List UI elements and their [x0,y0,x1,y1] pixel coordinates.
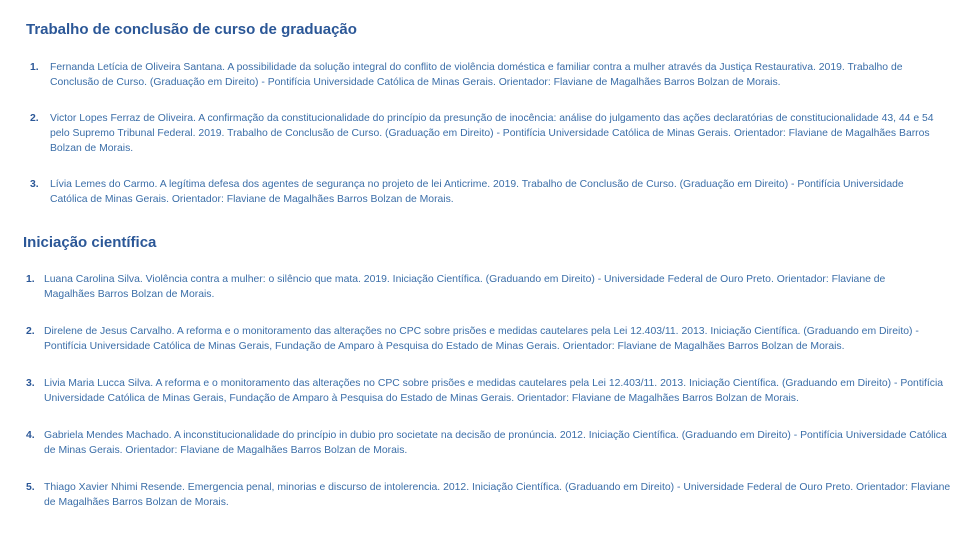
item-number: 5. [26,482,35,493]
item-text: Luana Carolina Silva. Violência contra a mulher: o silêncio que mata. 2019. Iniciação Científica. (Graduando em Direito) - Universidade Federal de Ouro Preto. Orientador: Flaviane de Magalhães Barros Bolzan de Morais. [44,274,886,300]
ic-item [26,480,951,510]
item-number: 2. [30,113,39,124]
item-text: Direlene de Jesus Carvalho. A reforma e o monitoramento das alterações no CPC sobre prisões e medidas cautelares pela Lei 12.403/11. 2013. Iniciação Científica. (Graduando em Direito) - Pontifícia Universidade Católica de Minas Gerais, Fundação de Amparo à Pesquisa do Estado de Minas Gerais. Orientador: Flaviane de Magalhães Barros Bolzan de Morais. [44,326,919,352]
ic-item [26,428,951,458]
tcc-item [30,177,940,207]
item-text: Livia Maria Lucca Silva. A reforma e o monitoramento das alterações no CPC sobre prisões e medidas cautelares pela Lei 12.403/11. 2013. Iniciação Científica. (Graduando em Direito) - Pontifícia Universidade Católica de Minas Gerais, Fundação de Amparo à Pesquisa do Estado de Minas Gerais. Orientador: Flaviane de Magalhães Barros Bolzan de Morais. [44,378,944,404]
item-text: Gabriela Mendes Machado. A inconstitucionalidade do princípio in dubio pro societate na decisão de pronúncia. 2012. Iniciação Científica. (Graduando em Direito) - Pontifícia Universidade Católica de Minas Gerais. Orientador: Flaviane de Magalhães Barros Bolzan de Morais. [44,430,947,456]
item-number: 4. [26,430,35,441]
item-text: Victor Lopes Ferraz de Oliveira. A confirmação da constitucionalidade do princípio da presunção de inocência: análise do julgamento das ações declaratórias de constitucionalidade 43, 44 e 54 pelo Supremo Tribunal Federal. 2019. Trabalho de Conclusão de Curso. (Graduação em Direito) - Pontifícia Universidade Católica de Minas Gerais. Orientador: Flaviane de Magalhães Barros Bolzan de Morais. [50,113,934,154]
item-number: 3. [30,179,39,190]
section-title-tcc: Trabalho de conclusão de curso de graduação [26,21,357,38]
item-text: Thiago Xavier Nhimi Resende. Emergencia penal, minorias e discurso de intolerencia. 2012. Iniciação Científica. (Graduando em Direito) - Universidade Federal de Ouro Preto. Orientador: Flaviane de Magalhães Barros Bolzan de Morais. [44,482,951,508]
tcc-item [30,111,945,156]
tcc-item [30,60,940,90]
item-number: 1. [26,274,35,285]
item-number: 3. [26,378,35,389]
item-text: Lívia Lemes do Carmo. A legítima defesa dos agentes de segurança no projeto de lei Anticrime. 2019. Trabalho de Conclusão de Curso. (Graduação em Direito) - Pontifícia Universidade Católica de Minas Gerais. Orientador: Flaviane de Magalhães Barros Bolzan de Morais. [50,179,904,205]
ic-item [26,272,931,302]
item-number: 1. [30,62,39,73]
ic-item [26,324,956,354]
item-text: Fernanda Letícia de Oliveira Santana. A possibilidade da solução integral do conflito de violência doméstica e familiar contra a mulher através da Justiça Restaurativa. 2019. Trabalho de Conclusão de Curso. (Graduação em Direito) - Pontifícia Universidade Católica de Minas Gerais. Orientador: Flaviane de Magalhães Barros Bolzan de Morais. [50,62,903,88]
item-number: 2. [26,326,35,337]
ic-item [26,376,946,406]
section-title-iniciacao-cientifica: Iniciação científica [23,234,157,251]
